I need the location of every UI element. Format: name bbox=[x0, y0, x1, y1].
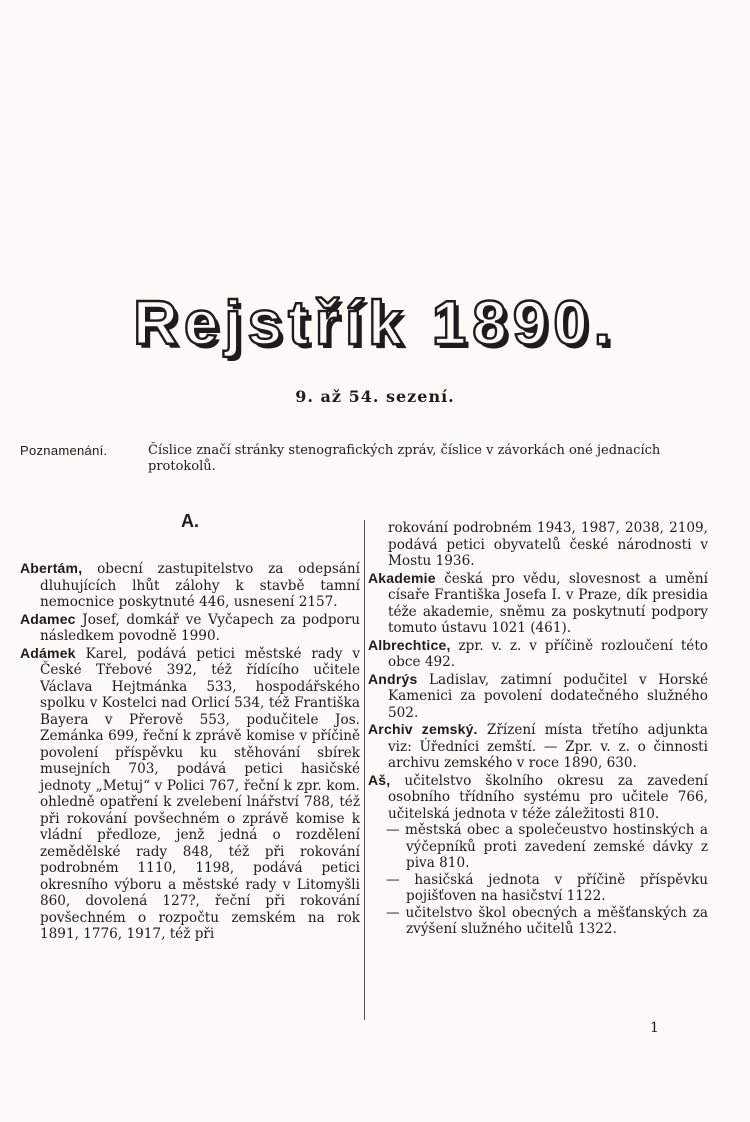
page-title: Rejstřík 1890. bbox=[133, 289, 617, 358]
index-entry bbox=[20, 611, 360, 645]
right-column bbox=[368, 520, 708, 938]
entry-head: Aš, bbox=[368, 771, 391, 788]
column-divider bbox=[364, 520, 365, 1020]
page-number: 1 bbox=[650, 1020, 659, 1036]
index-subentry: — hasičská jednota v příčině příspěvku pojišťoven na hasičství 1122. bbox=[386, 871, 708, 904]
entry-head: Abertám, bbox=[20, 560, 83, 576]
index-entry bbox=[20, 645, 360, 943]
note-label: Poznamenání. bbox=[20, 443, 108, 458]
entry-head: Akademie bbox=[368, 569, 436, 586]
entry-head: Adamec bbox=[20, 610, 76, 627]
section-letter: A. bbox=[181, 511, 199, 531]
index-subentry: — městská obec a společeustvo hostinských a výčepníků proti zavedení zemské dávky z piva 810. bbox=[386, 822, 708, 871]
entry-text: Zřízení místa třetího adjunkta viz: Úředníci zemští. — Zpr. v. z. o činnosti archivu zemského v roce 1890, 630. bbox=[388, 722, 709, 771]
index-subentry: — učitelstvo škol obecných a měšťanských za zvýšení služného učitelů 1322. bbox=[386, 904, 708, 937]
entry-text: česká pro vědu, slovesnost a umění císaře Františka Josefa I. v Praze, dík presidia téže akademie, sněmu za poskytnutí podpory tomuto ústavu 1021 (461). bbox=[388, 570, 709, 636]
entry-text: Ladislav, zatimní podučitel v Horské Kamenici za povolení dodatečného služného 502. bbox=[388, 671, 708, 721]
note-text: Číslice značí stránky stenografických zpráv, číslice v závorkách oné jednacích protokolů. bbox=[148, 443, 661, 474]
index-entry bbox=[368, 721, 708, 772]
entry-head: Albrechtice, bbox=[368, 636, 451, 653]
index-entry bbox=[368, 772, 708, 823]
entry-text: obecní zastupitelstvo za odepsání dluhujících lhůt zálohy k stavbě tamní nemocnice poskytnuté 446, usnesení 2157. bbox=[40, 561, 360, 610]
entry-head: Archiv zemský. bbox=[368, 721, 478, 737]
left-column bbox=[20, 510, 360, 943]
index-entry bbox=[368, 637, 708, 671]
entry-text: Josef, domkář ve Vyčapech za podporu následkem povodně 1990. bbox=[40, 611, 360, 644]
index-entry bbox=[20, 560, 360, 611]
index-entry bbox=[368, 570, 708, 637]
entry-text: učitelstvo školního okresu za zavedení osobního třídního systému pro učitele 766, učitelská jednota v téže záležitosti 810. bbox=[388, 772, 708, 822]
entry-head: Adámek bbox=[20, 644, 76, 661]
session-range: 9. až 54. sezení. bbox=[295, 387, 455, 406]
entry-continuation: rokování podrobném 1943, 1987, 2038, 2109, podává petici obyvatelů české národnosti v Mostu 1936. bbox=[388, 520, 708, 569]
index-entry bbox=[368, 671, 708, 722]
entry-head: Andrýs bbox=[368, 670, 418, 687]
entry-text: Karel, podává petici městské rady v České Třebové 392, též řídícího učitele Václava Hejtmánka 533, hospodářského spolku v Kostelci nad Orlicí 534, též Františka Bayera v Přerově 553, podučitele Jos. Zemánka 699, řeční k zprávě komise v příčině povolení příspěvku ku stěhování sbírek musejních 703, podává petici hasičské jednoty „Metuj“ v Polici 767, řeční k zpr. kom. ohledně opatření k zvelebení lnářství 788, též při rokování povšechném o zprávě komise k vládní předloze, jenž jedná o rozdělení zemědělské rady 848, též při rokování podrobném 1110, 1198, podává petici okresního výboru a městské rady v Litomyšli 860, dovolená 127?, řeční při rokování povšechném o rozpočtu zemském na rok 1891, 1776, 1917, též při bbox=[40, 645, 360, 942]
entry-text: zpr. v. z. v příčině rozloučení této obce 492. bbox=[388, 637, 708, 670]
